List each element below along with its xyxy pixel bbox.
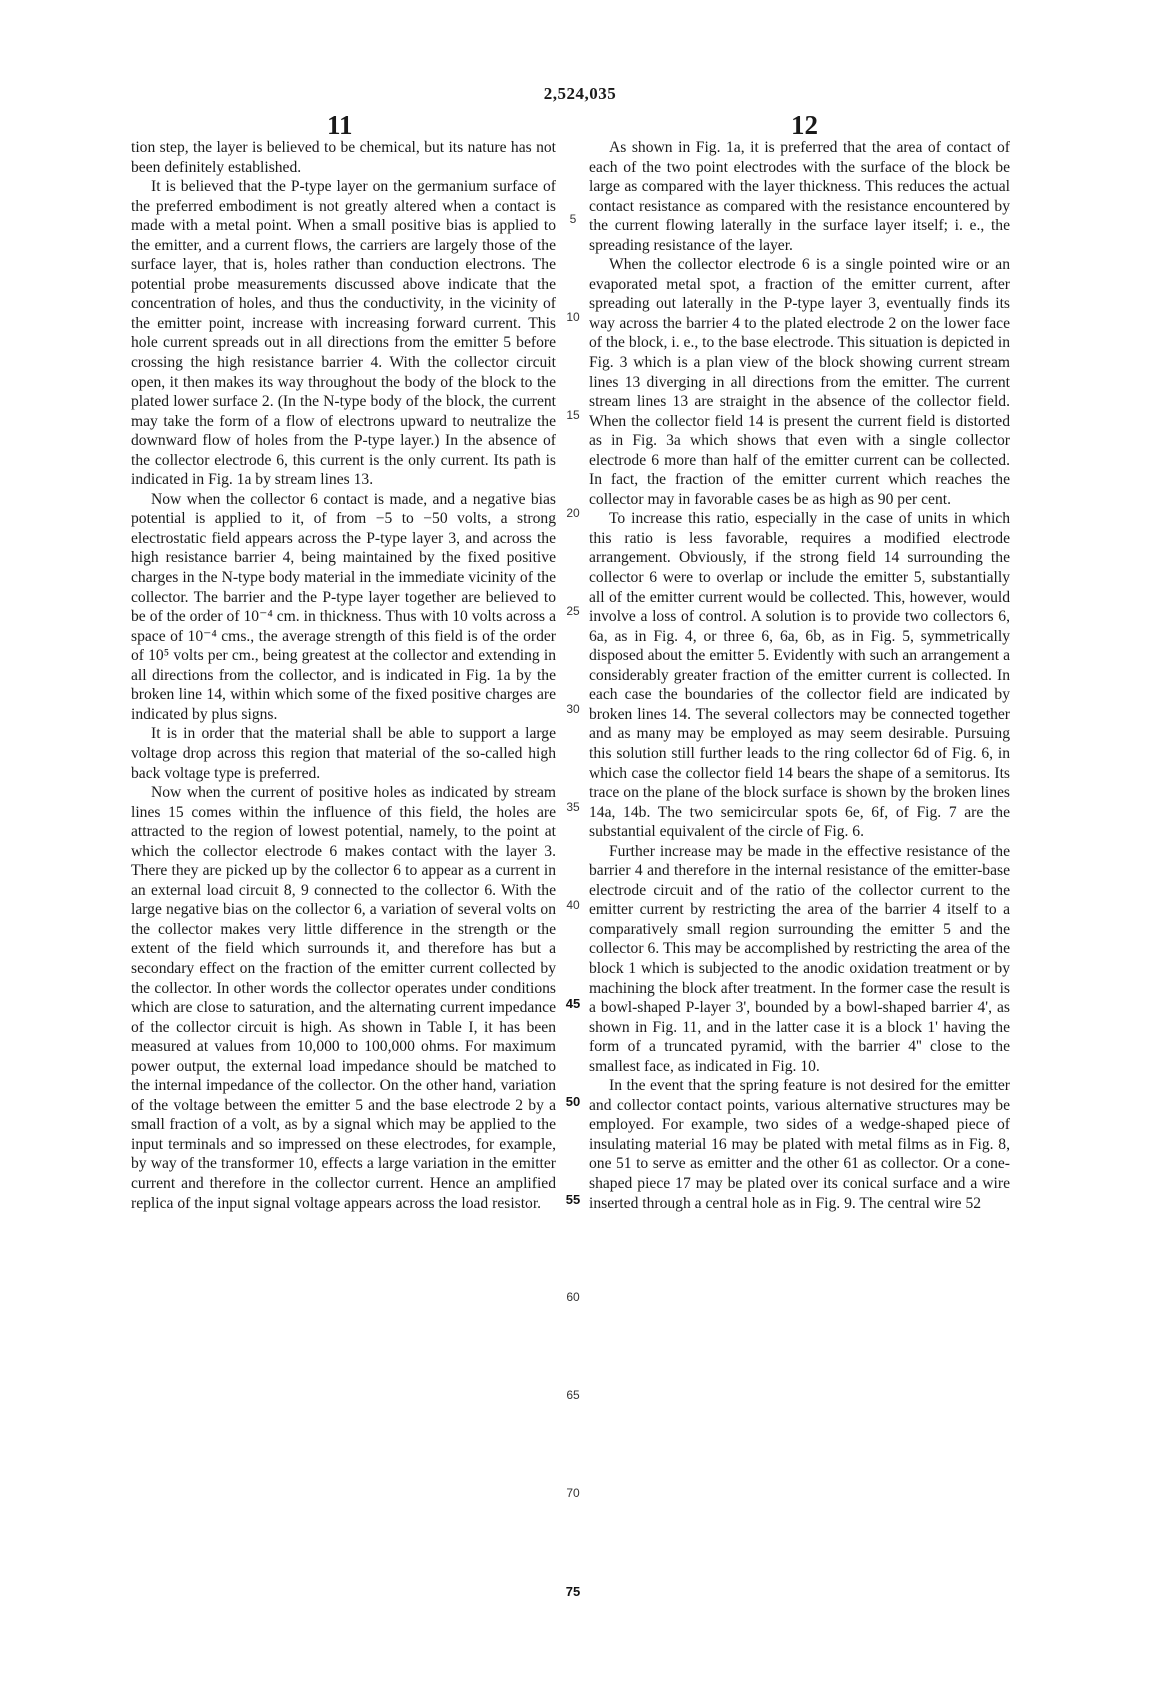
line-number: 70: [566, 1486, 580, 1500]
paragraph: Now when the current of positive holes as indicated by stream lines 15 comes within the influence of this field, the holes are attracted to the region of lowest potential, namely, to the point at which the collector electrode 6 makes contact with the layer 3. There they are picked up by the collector 6 to appear as a current in an external load circuit 8, 9 connected to the collector 6. With the large negative bias on the collector 6, a variation of several volts on the collector makes very little difference in the strength or the extent of the field which surrounds it, and therefore has but a secondary effect on the fraction of the emitter current collected by the collector. In other words the collector operates under conditions which are close to saturation, and the alternating current impedance of the collector circuit is high. As shown in Table I, it has been measured at values from 10,000 to 100,000 ohms. For maximum power output, the external load impedance should be matched to the internal impedance of the collector. On the other hand, variation of the voltage between the emitter 5 and the base electrode 2 by a small fraction of a volt, as by a signal which may be applied to the input terminals and so impressed on these electrodes, for example, by way of the transformer 10, effects a large variation in the emitter current and therefore in the collector current. Hence an amplified replica of the input signal voltage appears across the load resistor.: [131, 784, 556, 1212]
paragraph: When the collector electrode 6 is a single pointed wire or an evaporated metal spot, a fraction of the emitter current, after spreading out laterally in the P-type layer 3, eventually finds its way across the barrier 4 to the plated electrode 2 on the lower face of the block, i. e., to the base electrode. This situation is depicted in Fig. 3 which is a plan view of the block showing current stream lines 13 diverging in all directions from the emitter. The current stream lines 13 are straight in the absence of the collector field. When the collector field 14 is present the current field is distorted as in Fig. 3a which shows that even with a single collector electrode 6 more than half of the emitter current can be collected. In fact, the fraction of the emitter current which reaches the collector may in favorable cases be as high as 90 per cent.: [589, 256, 1010, 508]
patent-number: 2,524,035: [543, 84, 617, 103]
line-number: 35: [566, 800, 580, 814]
line-number: 65: [566, 1388, 580, 1402]
line-number: 25: [566, 604, 580, 618]
line-number: 60: [566, 1290, 580, 1304]
paragraph: As shown in Fig. 1a, it is preferred that the area of contact of each of the two point electrodes with the surface of the block be large as compared with the layer thickness. This reduces the actual contact resistance as compared with the resistance encountered by the current flowing laterally in the surface layer itself; i. e., the spreading resistance of the layer.: [589, 139, 1010, 254]
line-number: 20: [566, 506, 580, 520]
right-text-column: [589, 138, 1010, 1213]
left-text-column: [131, 138, 556, 1213]
paragraph: In the event that the spring feature is not desired for the emitter and collector contact points, various alternative structures may be employed. For example, two sides of a wedge-shaped piece of insulating material 16 may be plated with metal films as in Fig. 8, one 51 to serve as emitter and the other 61 as collector. Or a cone-shaped piece 17 may be plated over its conical surface and a wire inserted through a central hole as in Fig. 9. The central wire 52: [589, 1077, 1010, 1212]
paragraph: It is believed that the P-type layer on the germanium surface of the preferred embodiment is not greatly altered when a contact is made with a metal point. When a small positive bias is applied to the emitter, and a current flows, the carriers are largely those of the surface layer, that is, holes rather than conduction electrons. The potential probe measurements discussed above indicate that the concentration of holes, and thus the conductivity, in the vicinity of the emitter point, increase with increasing forward current. This hole current spreads out in all directions from the emitter 5 before crossing the high resistance barrier 4. With the collector circuit open, it then makes its way throughout the body of the block to the plated lower surface 2. (In the N-type body of the block, the current may take the form of a flow of electrons upward to neutralize the downward flow of holes from the P-type layer.) In the absence of the collector electrode 6, this current is the only current. Its path is indicated in Fig. 1a by stream lines 13.: [131, 178, 556, 489]
right-column-number: 12: [791, 110, 818, 140]
line-number: 10: [566, 310, 580, 324]
line-number: 45: [565, 996, 581, 1011]
line-number: 40: [566, 898, 580, 912]
line-number: 30: [566, 702, 580, 716]
line-number: 55: [565, 1192, 581, 1207]
paragraph: Further increase may be made in the effective resistance of the barrier 4 and therefore in the internal resistance of the emitter-base electrode circuit and of the ratio of the collector current to the emitter current by restricting the area of the barrier 4 itself to a comparatively small region surrounding the emitter 5 and the collector 6. This may be accomplished by restricting the area of the block 1 which is subjected to the anodic oxidation treatment or by machining the block after treatment. In the former case the result is a bowl-shaped P-layer 3', bounded by a bowl-shaped barrier 4', as shown in Fig. 11, and in the latter case it is a block 1' having the form of a truncated pyramid, with the barrier 4'' close to the smallest face, as indicated in Fig. 10.: [589, 842, 1010, 1075]
line-number: 75: [565, 1584, 581, 1599]
paragraph: It is in order that the material shall be able to support a large voltage drop across this region that material of the so-called high back voltage type is preferred.: [131, 725, 556, 782]
left-column-number: 11: [327, 110, 353, 140]
paragraph: Now when the collector 6 contact is made, and a negative bias potential is applied to it, of from −5 to −50 volts, a strong electrostatic field appears across the P-type layer 3, and across the high resistance barrier 4, being maintained by the fixed positive charges in the N-type body material in the immediate vicinity of the collector. The barrier and the P-type layer together are believed to be of the order of 10⁻⁴ cm. in thickness. Thus with 10 volts across a space of 10⁻⁴ cms., the average strength of this field is of the order of 10⁵ volts per cm., being greatest at the collector and extending in all directions from the collector, and is indicated in Fig. 1a by the broken line 14, within which some of the fixed positive charges are indicated by plus signs.: [131, 490, 556, 723]
paragraph: To increase this ratio, especially in the case of units in which this ratio is less favorable, requires a modified electrode arrangement. Obviously, if the strong field 14 surrounding the collector 6 were to overlap or include the emitter 5, substantially all of the emitter current would be collected. This, however, would involve a loss of control. A solution is to provide two collectors 6, 6a, as in Fig. 4, or three 6, 6a, 6b, as in Fig. 5, symmetrically disposed about the emitter 5. Evidently with such an arrangement a considerably greater fraction of the emitter current is collected. In each case the boundaries of the collector field are indicated by broken lines 14. The several collectors may be connected together and as many may be employed as may seem desirable. Pursuing this solution still further leads to the ring collector 6d of Fig. 6, in which case the collector field 14 bears the shape of a semitorus. Its trace on the plane of the block surface is shown by the broken lines 14a, 14b. The two semicircular spots 6e, 6f, of Fig. 7 are the substantial equivalent of the circle of Fig. 6.: [589, 510, 1010, 841]
paragraph: tion step, the layer is believed to be chemical, but its nature has not been definitely established.: [131, 139, 556, 176]
line-number: 50: [565, 1094, 581, 1109]
line-number: 15: [566, 408, 580, 422]
line-number: 5: [569, 212, 577, 226]
line-number-gutter: [557, 0, 589, 1704]
